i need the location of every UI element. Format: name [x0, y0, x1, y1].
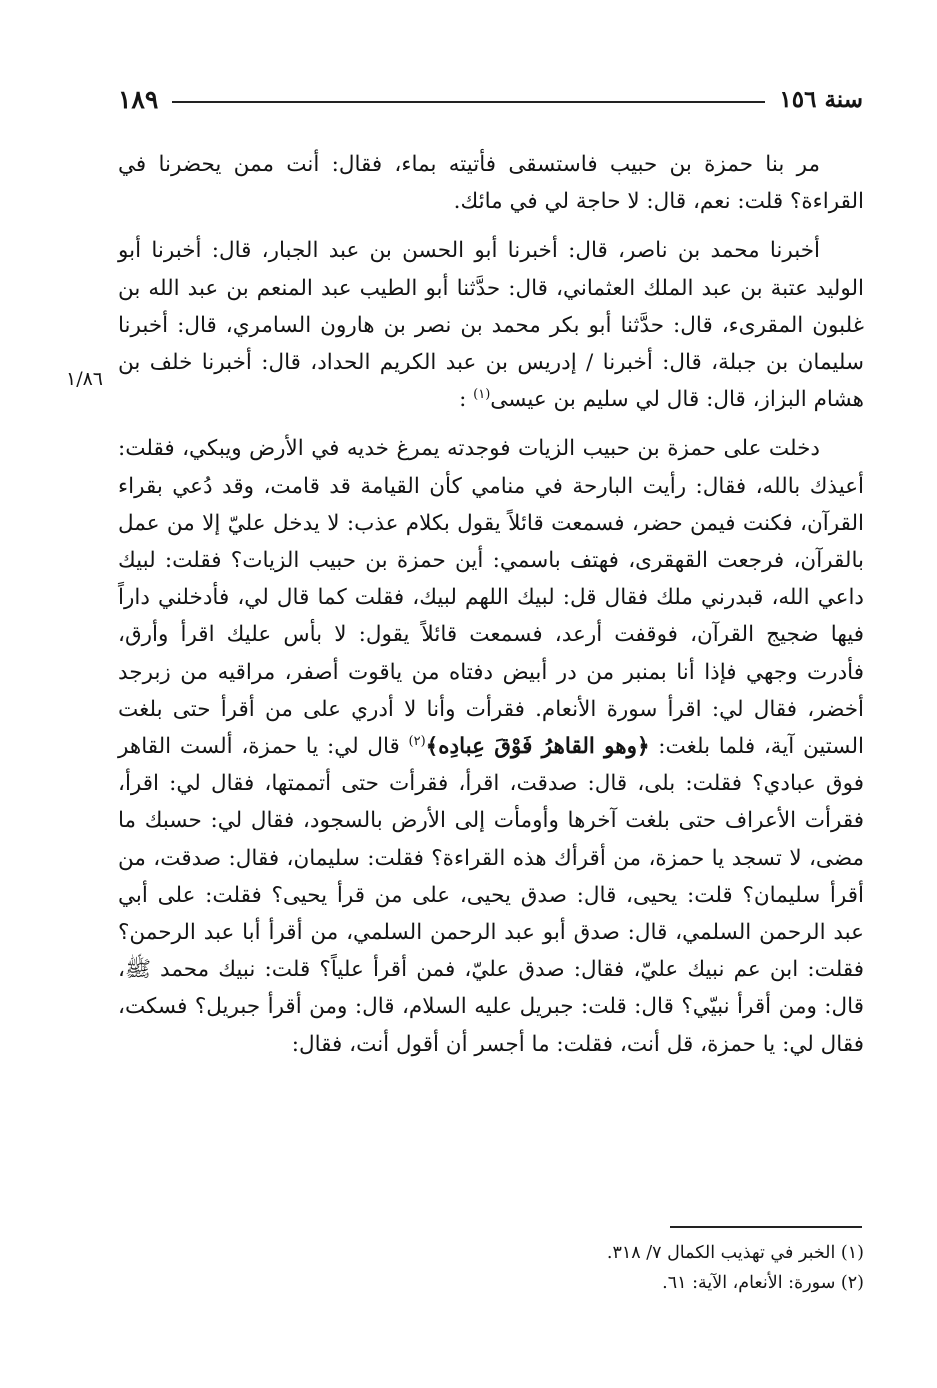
paragraph-text: مر بنا حمزة بن حبيب فاستسقى فأتيته بماء، فقال: أنت ممن يحضرنا في القراءة؟ قلت: نعم، قال: لا حاجة لي في مائك. [118, 152, 864, 215]
page-header [118, 82, 863, 116]
footnote: (٢) سورة: الأنعام، الآية: ٦١. [662, 1273, 864, 1293]
paragraph [118, 232, 864, 418]
quran-verse: ﴿وهو القاهرُ فَوْقَ عِبادِه﴾ [425, 734, 650, 760]
paragraph-text: دخلت على حمزة بن حبيب الزيات فوجدته يمرغ خديه في الأرض ويبكي، فقلت: أعيذك بالله، فقال: رأيت البارحة في منامي كأن القيامة قد قامت، وقد دُعي بقراء القرآن، فكنت فيمن حضر، فسمعت قائلاً يقول بكلام عذب: لا يدخل عليّ إلا من عمل بالقرآن، فرجعت القهقرى، فهتف باسمي: أين حمزة بن حبيب الزيات؟ فقلت: لبيك داعي الله، قبدرني ملك فقال قل: لبيك اللهم لبيك، فقلت كما قال لي، فأدخلني داراً فيها ضجيج القرآن، فوقفت أرعد، فسمعت قائلاً يقول: لا بأس عليك اقرأ وأرق، فأدرت وجهي فإذا أنا بمنبر من در أبيض دفتاه من ياقوت أصفر، مراقيه من زبرجد أخضر، فقال لي: اقرأ سورة الأنعام. فقرأت وأنا لا أدري على من أقرأ حتى بلغت الستين آية، فلما بلغت: [118, 436, 865, 760]
paragraph-text: : [459, 387, 467, 413]
footnote-ref: (٢) [408, 733, 426, 749]
footnotes [118, 1238, 864, 1298]
margin-note: ١/٨٦ [66, 368, 104, 390]
main-text [118, 146, 864, 1063]
page-number: ١٨٩ [118, 84, 159, 114]
header-rule [172, 101, 765, 103]
paragraph-text: قال لي: يا حمزة، ألست القاهر فوق عبادي؟ فقلت: بلى، قال: صدقت، اقرأ، فقرأت حتى أتممتها، فقال لي: اقرأ، فقرأت الأعراف حتى بلغت آخرها وأومأت إلى الأرض بالسجود، فقال لي: حسبك ما مضى، لا تسجد يا حمزة، من أقرأك هذه القراءة؟ فقلت: سليمان، فقال: صدقت، من أقرأ سليمان؟ قلت: يحيى، قال: صدق يحيى، على من قرأ يحيى؟ فقلت: على أبي عبد الرحمن السلمي، قال: صدق أبو عبد الرحمن السلمي، من أقرأ أبا عبد الرحمن؟ فقلت: ابن عم نبيك عليّ، فقال: صدق عليّ، فمن أقرأ علياً؟ قلت: نبيك محمد ﷺ، قال: ومن أقرأ نبيّي؟ قال: قلت: جبريل عليه السلام، قال: ومن أقرأ جبريل؟ فسكت، فقال لي: يا حمزة، قل أنت، فقلت: ما أجسر أن أقول أنت، فقال: [118, 734, 864, 1057]
footnote-ref: (١) [473, 387, 491, 403]
paragraph [118, 430, 864, 1062]
footnote-rule [670, 1226, 862, 1228]
running-title: سنة ١٥٦ [779, 85, 863, 113]
footnote: (١) الخبر في تهذيب الكمال ٧/ ٣١٨. [606, 1243, 864, 1263]
paragraph [118, 146, 864, 220]
paragraph-text: أخبرنا محمد بن ناصر، قال: أخبرنا أبو الحسن بن عبد الجبار، قال: أخبرنا أبو الوليد عتبة بن عبد الملك العثماني، قال: حدَّثنا أبو الطيب عبد المنعم بن عبد الله بن غلبون المقرىء، قال: حدَّثنا أبو بكر محمد بن نصر بن هارون السامري، قال: أخبرنا سليمان بن جبلة، قال: أخبرنا / إدريس بن عبد الكريم الحداد، قال: أخبرنا خلف بن هشام البزاز، قال: قال لي سليم بن عيسى [118, 238, 864, 413]
